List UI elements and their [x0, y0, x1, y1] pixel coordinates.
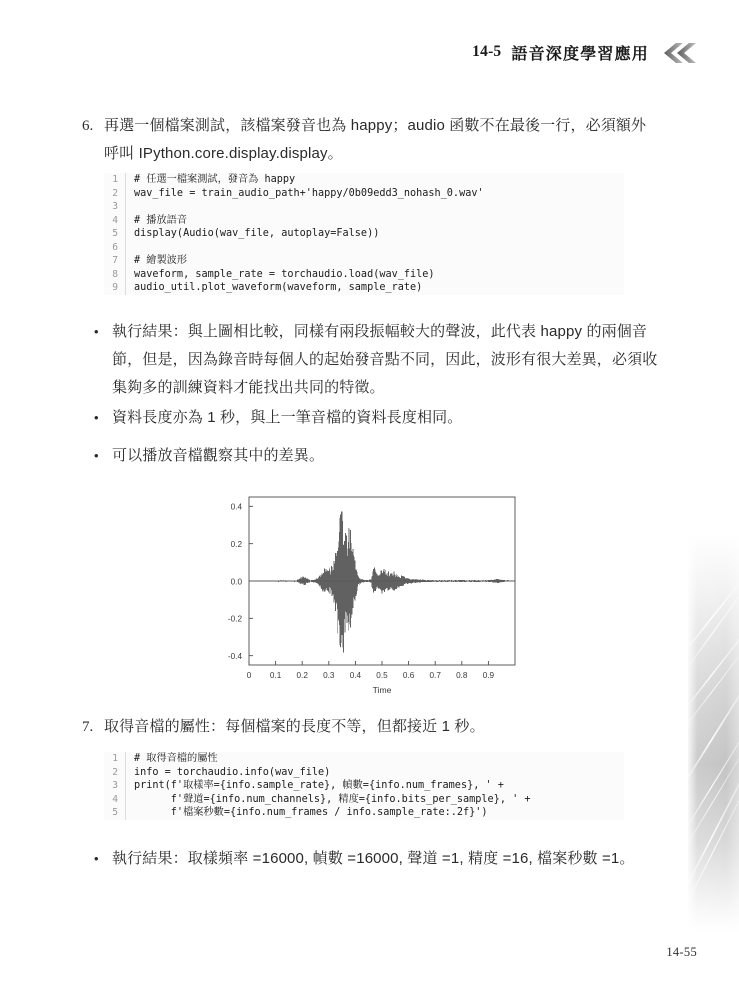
code-block-1	[104, 173, 624, 295]
code-line-number: 3	[104, 779, 126, 793]
code-line	[104, 806, 624, 820]
code-line-number: 7	[104, 254, 126, 268]
code-line	[104, 779, 624, 793]
code-line	[104, 793, 624, 807]
code-line	[104, 752, 624, 766]
code-line-number: 2	[104, 766, 126, 780]
code-line	[104, 200, 624, 214]
code-line-number: 5	[104, 806, 126, 820]
code-line	[104, 227, 624, 241]
svg-text:0.8: 0.8	[456, 671, 468, 680]
svg-text:0.6: 0.6	[402, 671, 415, 680]
code-line-text: print(f'取樣率={info.sample_rate}, 幀數={info.num_frames}, ' +	[134, 780, 504, 791]
code-line-number: 1	[104, 752, 126, 766]
svg-text:0.5: 0.5	[376, 671, 388, 680]
bullet-text: 執行結果：與上圖相比較，同樣有兩段振幅較大的聲波，此代表 happy 的兩個音節，但是，因為錄音時每個人的起始發音點不同，因此，波形有很大差異，必須收集夠多的訓練資料才能找出共同的特徵。	[112, 323, 658, 396]
code-line	[104, 187, 624, 201]
code-line-text: # 播放語音	[134, 214, 188, 226]
running-header	[472, 38, 697, 66]
item-6-text: 再選一個檔案測試，該檔案發音也為 happy；audio 函數不在最後一行，必須額外呼叫 IPython.core.display.display。	[104, 117, 647, 162]
svg-text:Time: Time	[372, 685, 392, 695]
svg-text:-0.4: -0.4	[227, 652, 242, 662]
bullet-text: 可以播放音檔觀察其中的差異。	[112, 447, 325, 464]
code-line-number: 9	[104, 281, 126, 295]
code-line-number: 4	[104, 793, 126, 807]
code-line	[104, 173, 624, 187]
code-line-number: 1	[104, 173, 126, 187]
code-line-text: display(Audio(wav_file, autoplay=False))	[134, 228, 380, 239]
bullet-item-1	[90, 318, 660, 402]
numbered-item-6	[78, 112, 658, 168]
svg-text:0.2: 0.2	[230, 540, 242, 550]
svg-text:0.4: 0.4	[349, 671, 362, 680]
bullet-marker: •	[94, 851, 99, 866]
bullet-item-3	[90, 442, 660, 470]
code-line-text: waveform, sample_rate = torchaudio.load(wav_file)	[134, 268, 435, 280]
bullet-marker: •	[94, 410, 99, 425]
svg-text:0.7: 0.7	[429, 671, 441, 680]
bullet-marker: •	[94, 448, 99, 463]
page-title: 語音深度學習應用	[511, 45, 649, 63]
code-line-text: # 繪製波形	[134, 255, 188, 266]
code-line	[104, 214, 624, 228]
svg-text:-0.2: -0.2	[227, 614, 242, 624]
code-line	[104, 241, 624, 255]
code-line-number: 6	[104, 241, 126, 255]
code-line-number: 3	[104, 200, 126, 214]
page-number: 14-55	[666, 945, 697, 959]
svg-text:0.4: 0.4	[230, 502, 242, 512]
item-7-text: 取得音檔的屬性：每個檔案的長度不等，但都接近 1 秒。	[104, 718, 485, 735]
code-line-text: # 取得音檔的屬性	[134, 753, 218, 764]
item-7-marker: 7.	[82, 719, 94, 735]
bullet-text: 執行結果：取樣頻率 =16000, 幀數 =16000, 聲道 =1, 精度 =16, 檔案秒數 =1。	[112, 850, 635, 867]
header-section-number: 14-5	[472, 43, 502, 60]
code-line	[104, 281, 624, 295]
code-line	[104, 766, 624, 780]
item-6-marker: 6.	[82, 118, 94, 134]
svg-text:0.2: 0.2	[296, 671, 308, 680]
code-line-text: # 任選一檔案測試，發音為 happy	[134, 174, 296, 185]
bullet-item-2	[90, 404, 660, 432]
svg-text:0.3: 0.3	[323, 671, 335, 680]
decorative-margin-graphic	[688, 535, 739, 931]
code-line-text: f'檔案秒數={info.num_frames / info.sample_rate:.2f}')	[134, 807, 488, 818]
code-line-number: 2	[104, 187, 126, 201]
bullet-marker: •	[94, 324, 99, 339]
bullet-text: 資料長度亦為 1 秒，與上一筆音檔的資料長度相同。	[112, 409, 463, 426]
code-line-text: info = torchaudio.info(wav_file)	[134, 766, 331, 778]
code-line-text: audio_util.plot_waveform(waveform, sample_rate)	[134, 282, 423, 293]
code-line	[104, 268, 624, 282]
waveform-chart	[203, 487, 523, 701]
code-block-2	[104, 752, 624, 820]
svg-text:0.1: 0.1	[269, 671, 282, 680]
svg-text:0: 0	[246, 671, 252, 680]
code-line-text: f'聲道={info.num_channels}, 精度={info.bits_per_sample}, ' +	[134, 793, 531, 805]
code-line-number: 4	[104, 214, 126, 228]
numbered-item-7	[78, 713, 658, 741]
svg-text:0.0: 0.0	[230, 577, 242, 587]
waveform-plot-svg	[203, 487, 523, 701]
double-chevron-left-icon	[663, 42, 697, 64]
code-line-text: wav_file = train_audio_path+'happy/0b09edd3_nohash_0.wav'	[134, 187, 484, 199]
code-line	[104, 254, 624, 268]
bullet-item-4	[90, 845, 660, 873]
code-line-number: 8	[104, 268, 126, 282]
svg-text:0.9: 0.9	[482, 671, 495, 680]
code-line-number: 5	[104, 227, 126, 241]
